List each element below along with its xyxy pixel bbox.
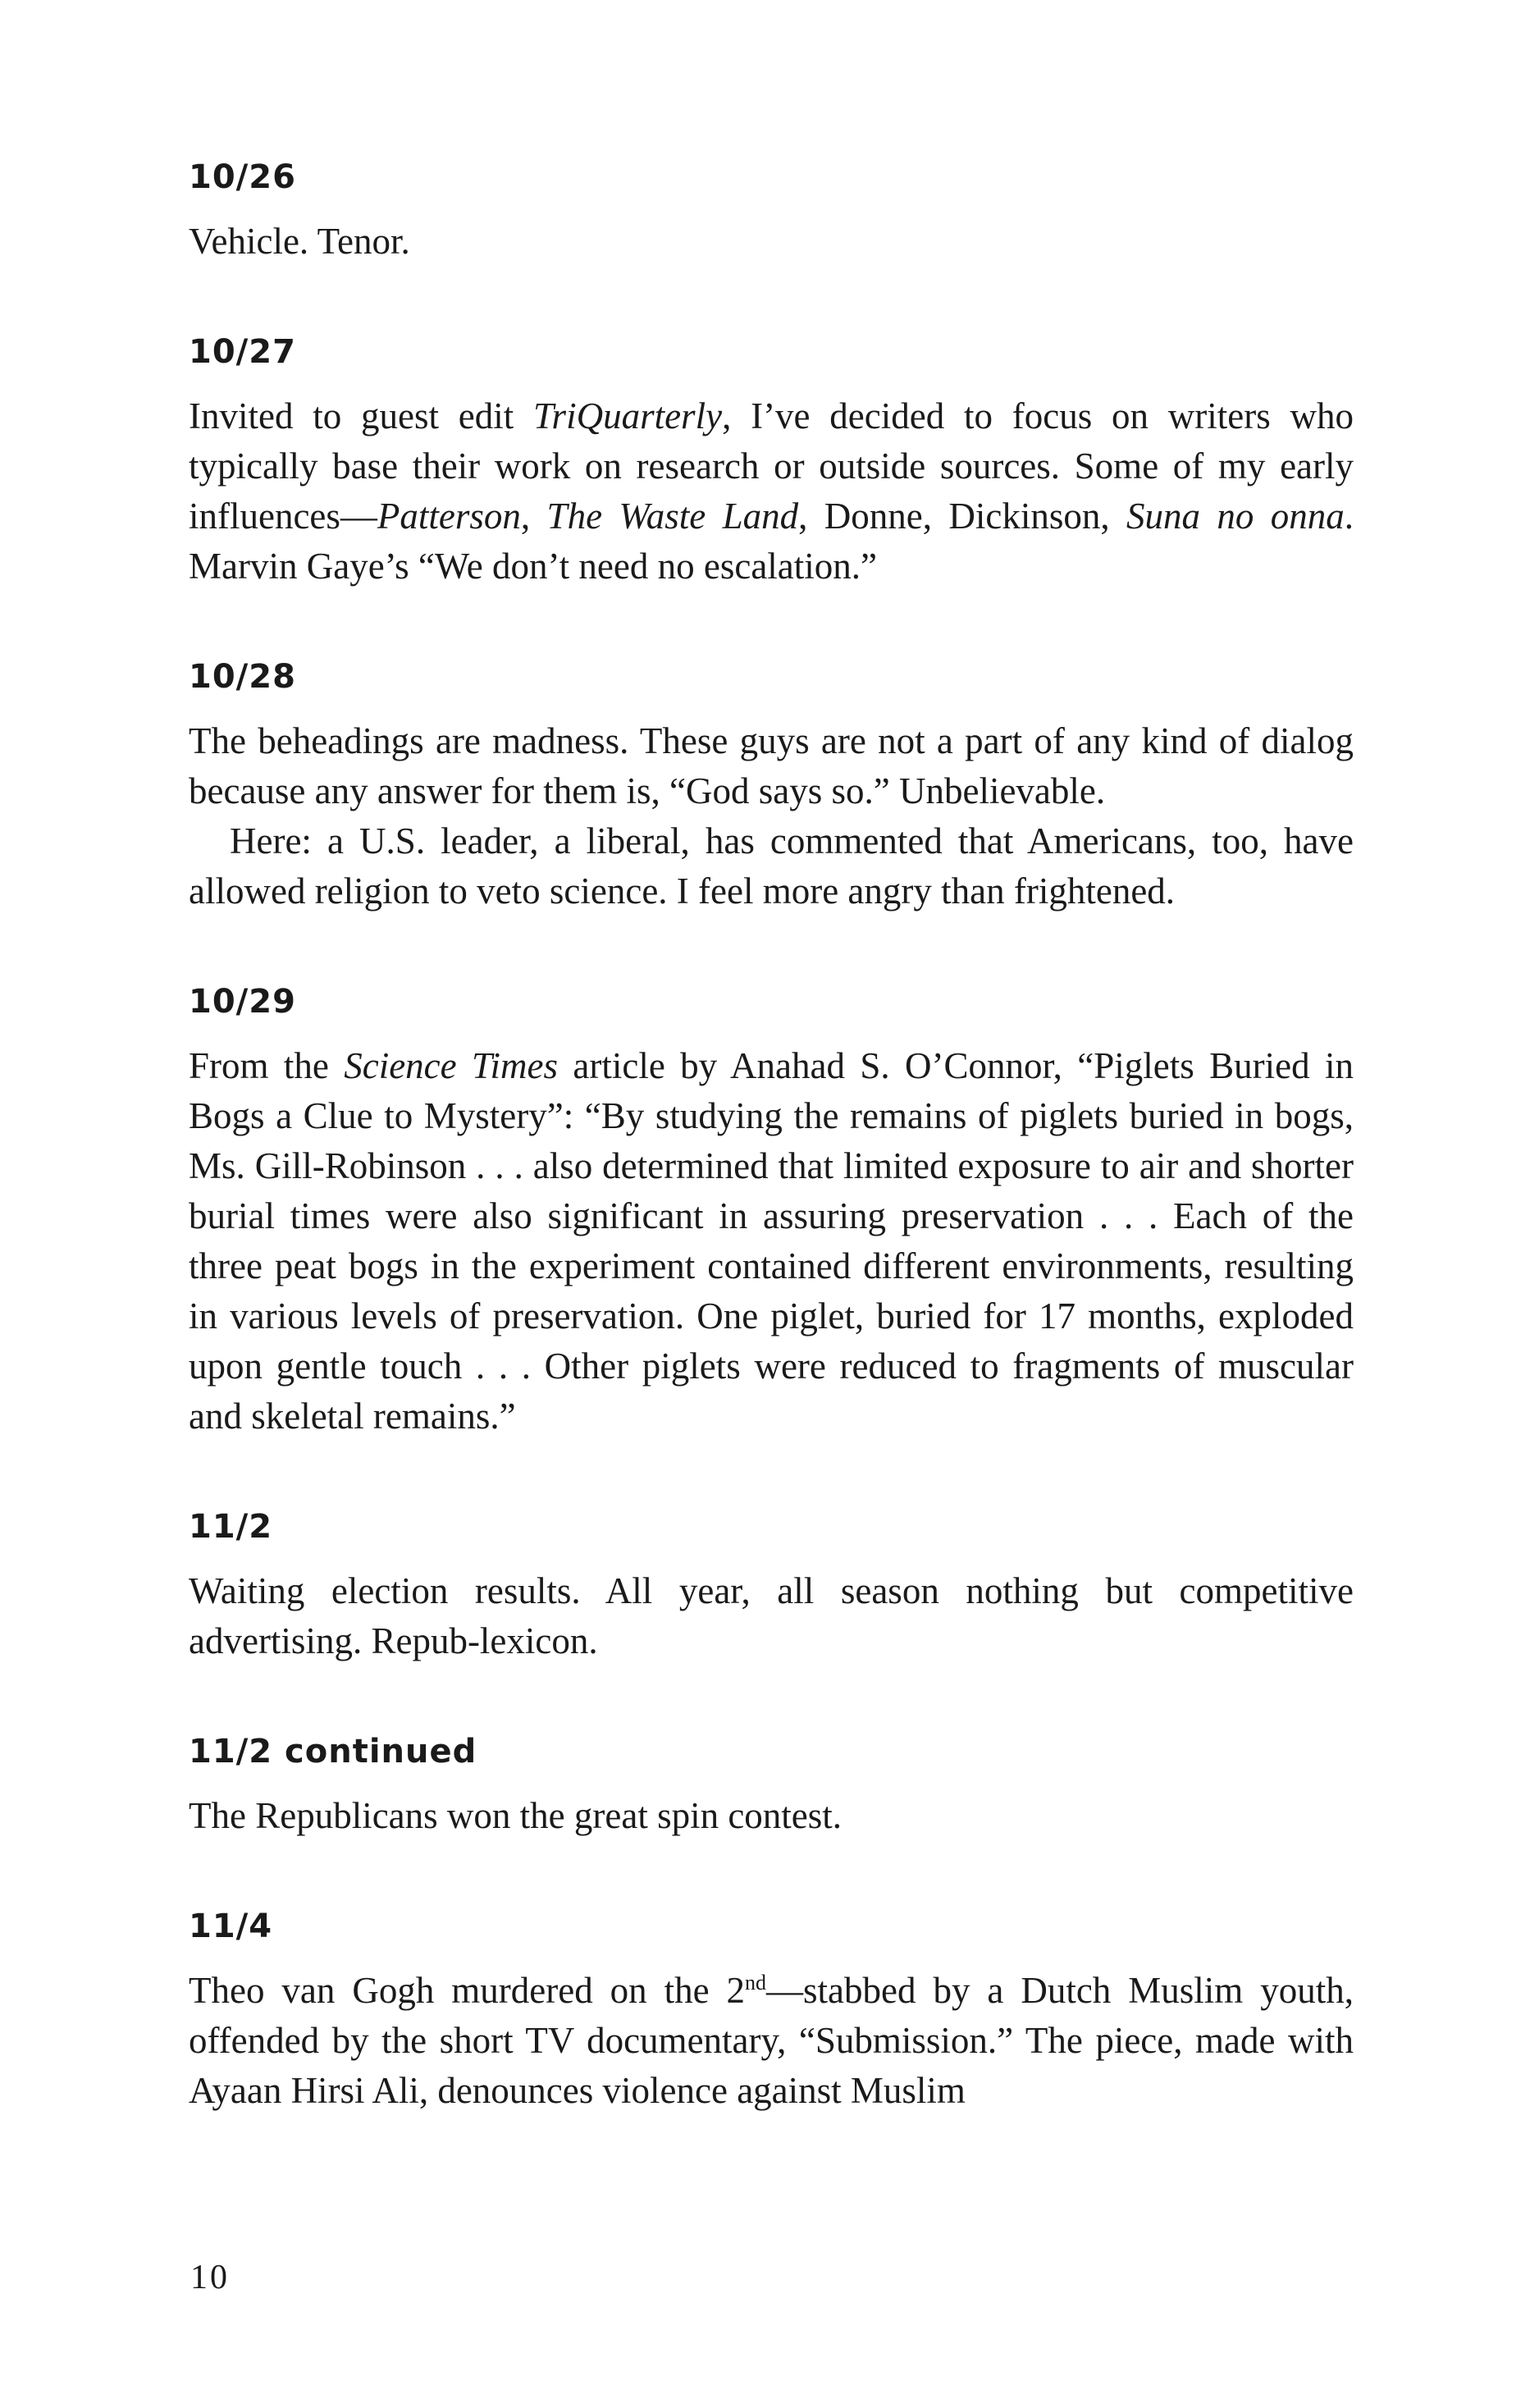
entry-date: 11/2 [189,1508,273,1546]
italic-title: Suna no onna [1126,496,1345,537]
entry-paragraph: Here: a U.S. leader, a liberal, has commented that Americans, too, have allowed religion to veto science. I feel more angry than frightened. [189,820,1354,912]
text-run: , I’ve decided to focus on writers who typically base their work on research or outside sources. Some of my early influences— [189,395,1354,537]
ordinal-suffix: nd [745,1971,767,1994]
entry-date: 11/4 [189,1908,273,1945]
entry-date: 11/2 continued [189,1733,477,1771]
text-run: From the [189,1045,345,1086]
entry-text [189,391,1354,592]
entry-date: 10/26 [189,158,296,196]
text-run: , [520,496,547,537]
italic-title: Science Times [344,1045,559,1086]
text-run: . Marvin Gaye’s “We don’t need no escalation.” [189,496,1354,587]
entry-text [189,1566,1354,1666]
text-run: , Donne, Dickinson, [798,496,1126,537]
entry-text [189,1791,1354,1841]
entry-paragraph [189,391,1354,592]
text-run: Invited to guest edit [189,395,534,436]
entry-text [189,716,1354,916]
entry-paragraph: Waiting election results. All year, all season nothing but competitive advertising. Repub-lexicon. [189,1570,1354,1661]
text-run: article by Anahad S. O’Connor, “Piglets Buried in Bogs a Clue to Mystery”: “By studying the remains of piglets buried in bogs, Ms. Gill-Robinson . . . also determined that limited exposure to air and shorter burial times were also significant in assuring preservation . . . Each of the three peat bogs in the experiment contained different environments, resulting in various levels of preservation. One piglet, buried for 17 months, exploded upon gentle touch . . . Other piglets were reduced to fragments of muscular and skeletal remains.” [189,1045,1354,1437]
entry-date: 10/27 [189,333,296,371]
text-run: —stabbed by a Dutch Muslim youth, offended by the short TV documentary, “Submission.” The piece, made with Ayaan Hirsi Ali, denounces violence against Muslim [189,1970,1354,2111]
entry-paragraph: The beheadings are madness. These guys are not a part of any kind of dialog because any answer for them is, “God says so.” Unbelievable. [189,720,1354,811]
entry-text [189,217,1354,267]
entry-paragraph [189,1041,1354,1442]
italic-title: Patterson [377,496,521,537]
entry-paragraph: The Republicans won the great spin contest. [189,1795,843,1836]
entry-paragraph: Vehicle. Tenor. [189,221,410,262]
entry-text [189,1041,1354,1442]
page-number: 10 [190,2259,230,2296]
text-run: Theo van Gogh murdered on the 2 [189,1970,746,2011]
italic-title: TriQuarterly [533,395,723,436]
entry-date: 10/28 [189,658,296,696]
entry-text [189,1966,1354,2116]
entry-date: 10/29 [189,983,296,1021]
italic-title: The Waste Land [546,496,799,537]
journal-page [189,156,1354,2116]
entry-paragraph [189,1966,1354,2116]
